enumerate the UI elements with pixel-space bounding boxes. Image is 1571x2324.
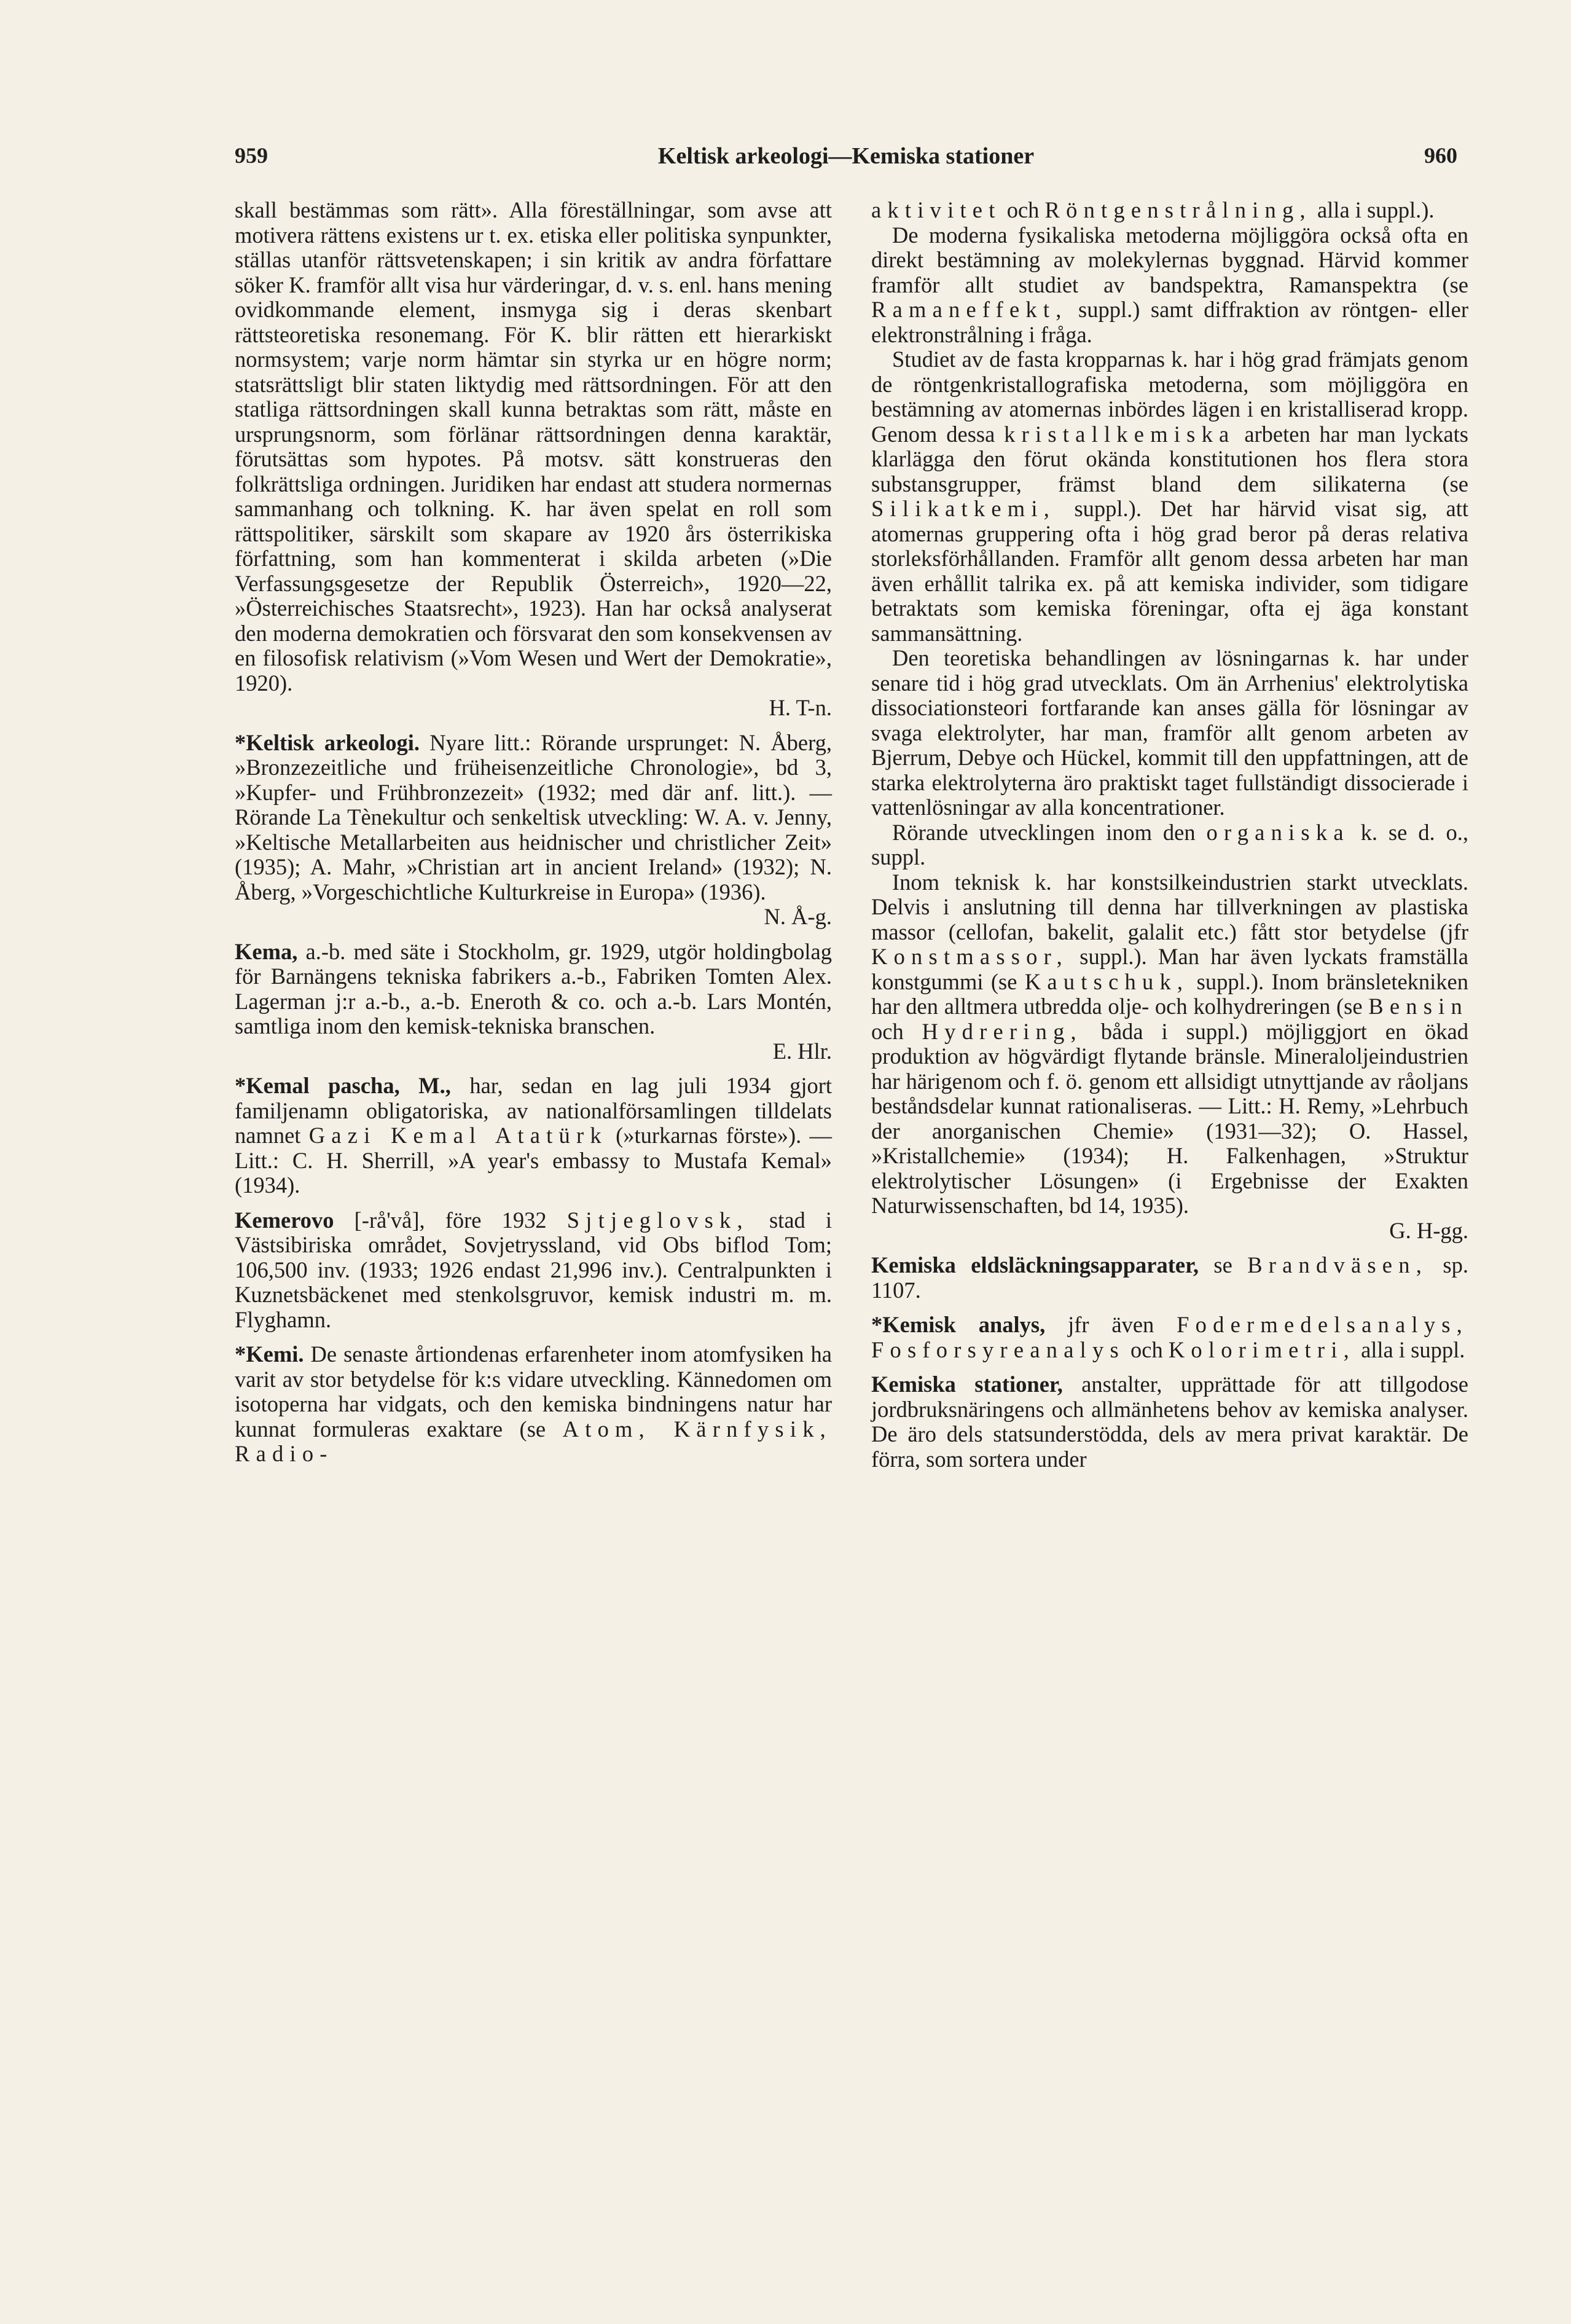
kemi-paragraph: Rörande utvecklingen inom den organiska k. se d. o., suppl. bbox=[871, 819, 1469, 870]
entry-kemiska-stationer: Kemiska stationer, anstalter, upprättade för att tillgodose jordbruksnäringens och allmänhetens behov av kemiska analyser. De äro dels statsunderstödda, dels av mera privat karaktär. De förra, som sortera under bbox=[871, 1372, 1468, 1472]
kelsen-entry-continuation: skall bestämmas som rätt». Alla föreställningar, som avse att motivera rättens existens ur t. ex. etiska eller politiska synpunkter, ställas utanför rättsvetenskapen; i sin kritik av andra författare söker K. framför allt visa hur värderingar, d. v. s. enl. hans mening ovidkommande element, insmyga sig i deras skenbart rättsteoretiska resonemang. För K. blir rätten ett hierarkiskt normsystem; varje norm hämtar sin styrka ur en högre norm; statsrättsligt blir staten liktydig med rättsordningen. För att den statliga rättsordningen skall kunna betraktas som rätt, måste en ursprungsnorm, som förlänar rättsordningen denna karaktär, förutsättas som hypotes. På motsv. sätt konstrueras den folkrättsliga ordningen. Juridiken har endast att studera normernas sammanhang och tolkning. K. har även spelat en roll som rättspolitiker, särskilt som skapare av 1920 års österrikiska författning, som han kommenterat i skilda arbeten (»Die Verfassungsgesetze der Republik Österreich», 1920—22, »Österreichisches Staatsrecht», 1923). Han har också analyserat den moderna demokratien och försvarat den som konsekvensen av en filosofisk relativism (»Vom Wesen und Wert der Demokratie», 1920). H. T-n. bbox=[235, 197, 832, 720]
headword: *Keltisk arkeologi. bbox=[235, 729, 420, 755]
signature: H. T-n. bbox=[769, 695, 832, 720]
left-column bbox=[235, 198, 832, 1467]
signature: E. Hlr. bbox=[772, 1038, 832, 1064]
headword: *Kemal pascha, M., bbox=[235, 1073, 451, 1098]
kemi-paragraph: Studiet av de fasta kropparnas k. har i hög grad främjats genom de röntgenkristallografiska metoderna, som möjliggöra en bestämning av atomernas inbördes lägen i en kristalliserad kropp. Genom dessa kristallkemiska arbeten har man lyckats klarlägga den förut okända konstitutionen hos flera stora substansgrupper, främst bland dem silikaterna (se Silikatkemi, suppl.). Det har härvid visat sig, att atomernas gruppering ofta i hög grad beror på deras relativa storleksförhållanden. Framför allt genom dessa arbeten har man även erhållit talrika ex. på att kemiska individer, som tidigare betraktats som kemiska föreningar, ofta ej äga konstant sammansättning. bbox=[871, 347, 1469, 646]
entry-kemiska-eldslackningsapparater: Kemiska eldsläckningsapparater, se Brandväsen, sp. 1107. bbox=[871, 1252, 1468, 1303]
running-title: Keltisk arkeologi—Kemiska stationer bbox=[657, 143, 1035, 169]
headword: Kemiska eldsläckningsapparater, bbox=[871, 1252, 1199, 1278]
kemi-continuation: aktivitet och Röntgenstrålning, alla i suppl.). bbox=[871, 197, 1435, 222]
running-header bbox=[235, 143, 1457, 179]
entry-kemisk-analys: *Kemisk analys, jfr även Fodermedelsanalys, Fosforsyreanalys och Kolorimetri, alla i suppl. bbox=[871, 1312, 1468, 1362]
headword: Kemiska stationer, bbox=[871, 1372, 1063, 1397]
entry-kemerovo: Kemerovo [-rå'vå], före 1932 Sjtjeglovsk, stad i Västsibiriska området, Sovjetryssland, vid Obs biflod Tom; 106,500 inv. (1933; 1926 endast 21,996 inv.). Centralpunkten i Kuznetsbäckenet med stenkolsgruvor, kemisk industri m. m. Flyghamn. bbox=[235, 1207, 833, 1332]
headword: *Kemisk analys, bbox=[871, 1312, 1046, 1337]
entry-kemi: *Kemi. De senaste årtiondenas erfarenheter inom atomfysiken ha varit av stor betydelse för k:s vidare utveckling. Kännedomen om isotoperna har vidgats, och den kemiska bindningens natur har kunnat formuleras exaktare (se Atom, Kärnfysik, Radio- bbox=[235, 1341, 833, 1466]
entry-keltisk-arkeologi: *Keltisk arkeologi. Nyare litt.: Rörande ursprunget: N. Åberg, »Bronzezeitliche und früheisenzeitliche Chronologie», bd 3, »Kupfer- und Frühbronzezeit» (1932; med där anf. litt.). — Rörande La Tènekultur och senkeltisk utveckling: W. A. v. Jenny, »Keltische Metallarbeiten aus heidnischer und christlicher Zeit» (1935); A. Mahr, »Christian art in ancient Ireland» (1932); N. Åberg, »Vorgeschichtliche Kulturkreise in Europa» (1936). N. Å-g. bbox=[235, 729, 833, 929]
signature: N. Å-g. bbox=[764, 904, 832, 929]
headword: *Kemi. bbox=[235, 1341, 304, 1367]
page-number-left: 959 bbox=[235, 143, 268, 168]
kemi-paragraph: Den teoretiska behandlingen av lösningarnas k. har under senare tid i hög grad utvecklats. Om än Arrhenius' elektrolytiska dissociationsteori fortfarande kan anses gälla för lösningar av svaga elektrolyter, har man, framför allt genom arbeten av Bjerrum, Debye och Hückel, kommit till den uppfattningen, att de starka elektrolyterna äro praktiskt taget fullständigt dissocierade i vattenlösningar av alla koncentrationer. bbox=[871, 645, 1468, 820]
headword: Kema, bbox=[235, 938, 298, 964]
right-column bbox=[871, 198, 1468, 1472]
headword: Kemerovo bbox=[235, 1207, 334, 1233]
kemi-paragraph: Inom teknisk k. har konstsilkeindustrien starkt utvecklats. Delvis i anslutning till denna har tillverkningen av plastiska massor (cellofan, bakelit, galalit etc.) fått stor betydelse (jfr Konstmassor, suppl.). Man har även lyckats framställa konstgummi (se Kautschuk, suppl.). Inom bränsletekniken har den alltmera utbredda olje- och kolhydreringen (se Bensin och Hydrering, båda i suppl.) möjliggjort en ökad produktion av högvärdigt flytande bränsle. Mineraloljeindustrien har härigenom och f. ö. genom ett allsidigt utnyttjande av råoljans beståndsdelar kunnat rationaliseras. — Litt.: H. Remy, »Lehrbuch der anorganischen Chemie» (1931—32); O. Hassel, »Kristallchemie» (1934); H. Falkenhagen, »Struktur elektrolytischer Lösungen» (i Ergebnisse der Exakten Naturwissenschaften, bd 14, 1935). G. H-gg. bbox=[871, 869, 1469, 1243]
page-number-right: 960 bbox=[1424, 143, 1457, 168]
entry-kemal-pascha: *Kemal pascha, M., har, sedan en lag juli 1934 gjort familjenamn obligatoriska, av nationalförsamlingen tilldelats namnet Gazi Kemal Atatürk (»turkarnas förste»). — Litt.: C. H. Sherrill, »A year's embassy to Mustafa Kemal» (1934). bbox=[235, 1073, 833, 1198]
entry-kema: Kema, a.-b. med säte i Stockholm, gr. 1929, utgör holdingbolag för Barnängens tekniska fabrikers a.-b., Fabriken Tomten Alex. Lagerman j:r a.-b., a.-b. Eneroth & co. och a.-b. Lars Montén, samtliga inom den kemisk-tekniska branschen. E. Hlr. bbox=[235, 938, 833, 1064]
kemi-paragraph: De moderna fysikaliska metoderna möjliggöra också ofta en direkt bestämning av molekylernas byggnad. Härvid kommer framför allt studiet av bandspektra, Ramanspektra (se Ramaneffekt, suppl.) samt diffraktion av röntgen- eller elektronstrålning i fråga. bbox=[871, 222, 1468, 347]
signature: G. H-gg. bbox=[1389, 1217, 1468, 1243]
